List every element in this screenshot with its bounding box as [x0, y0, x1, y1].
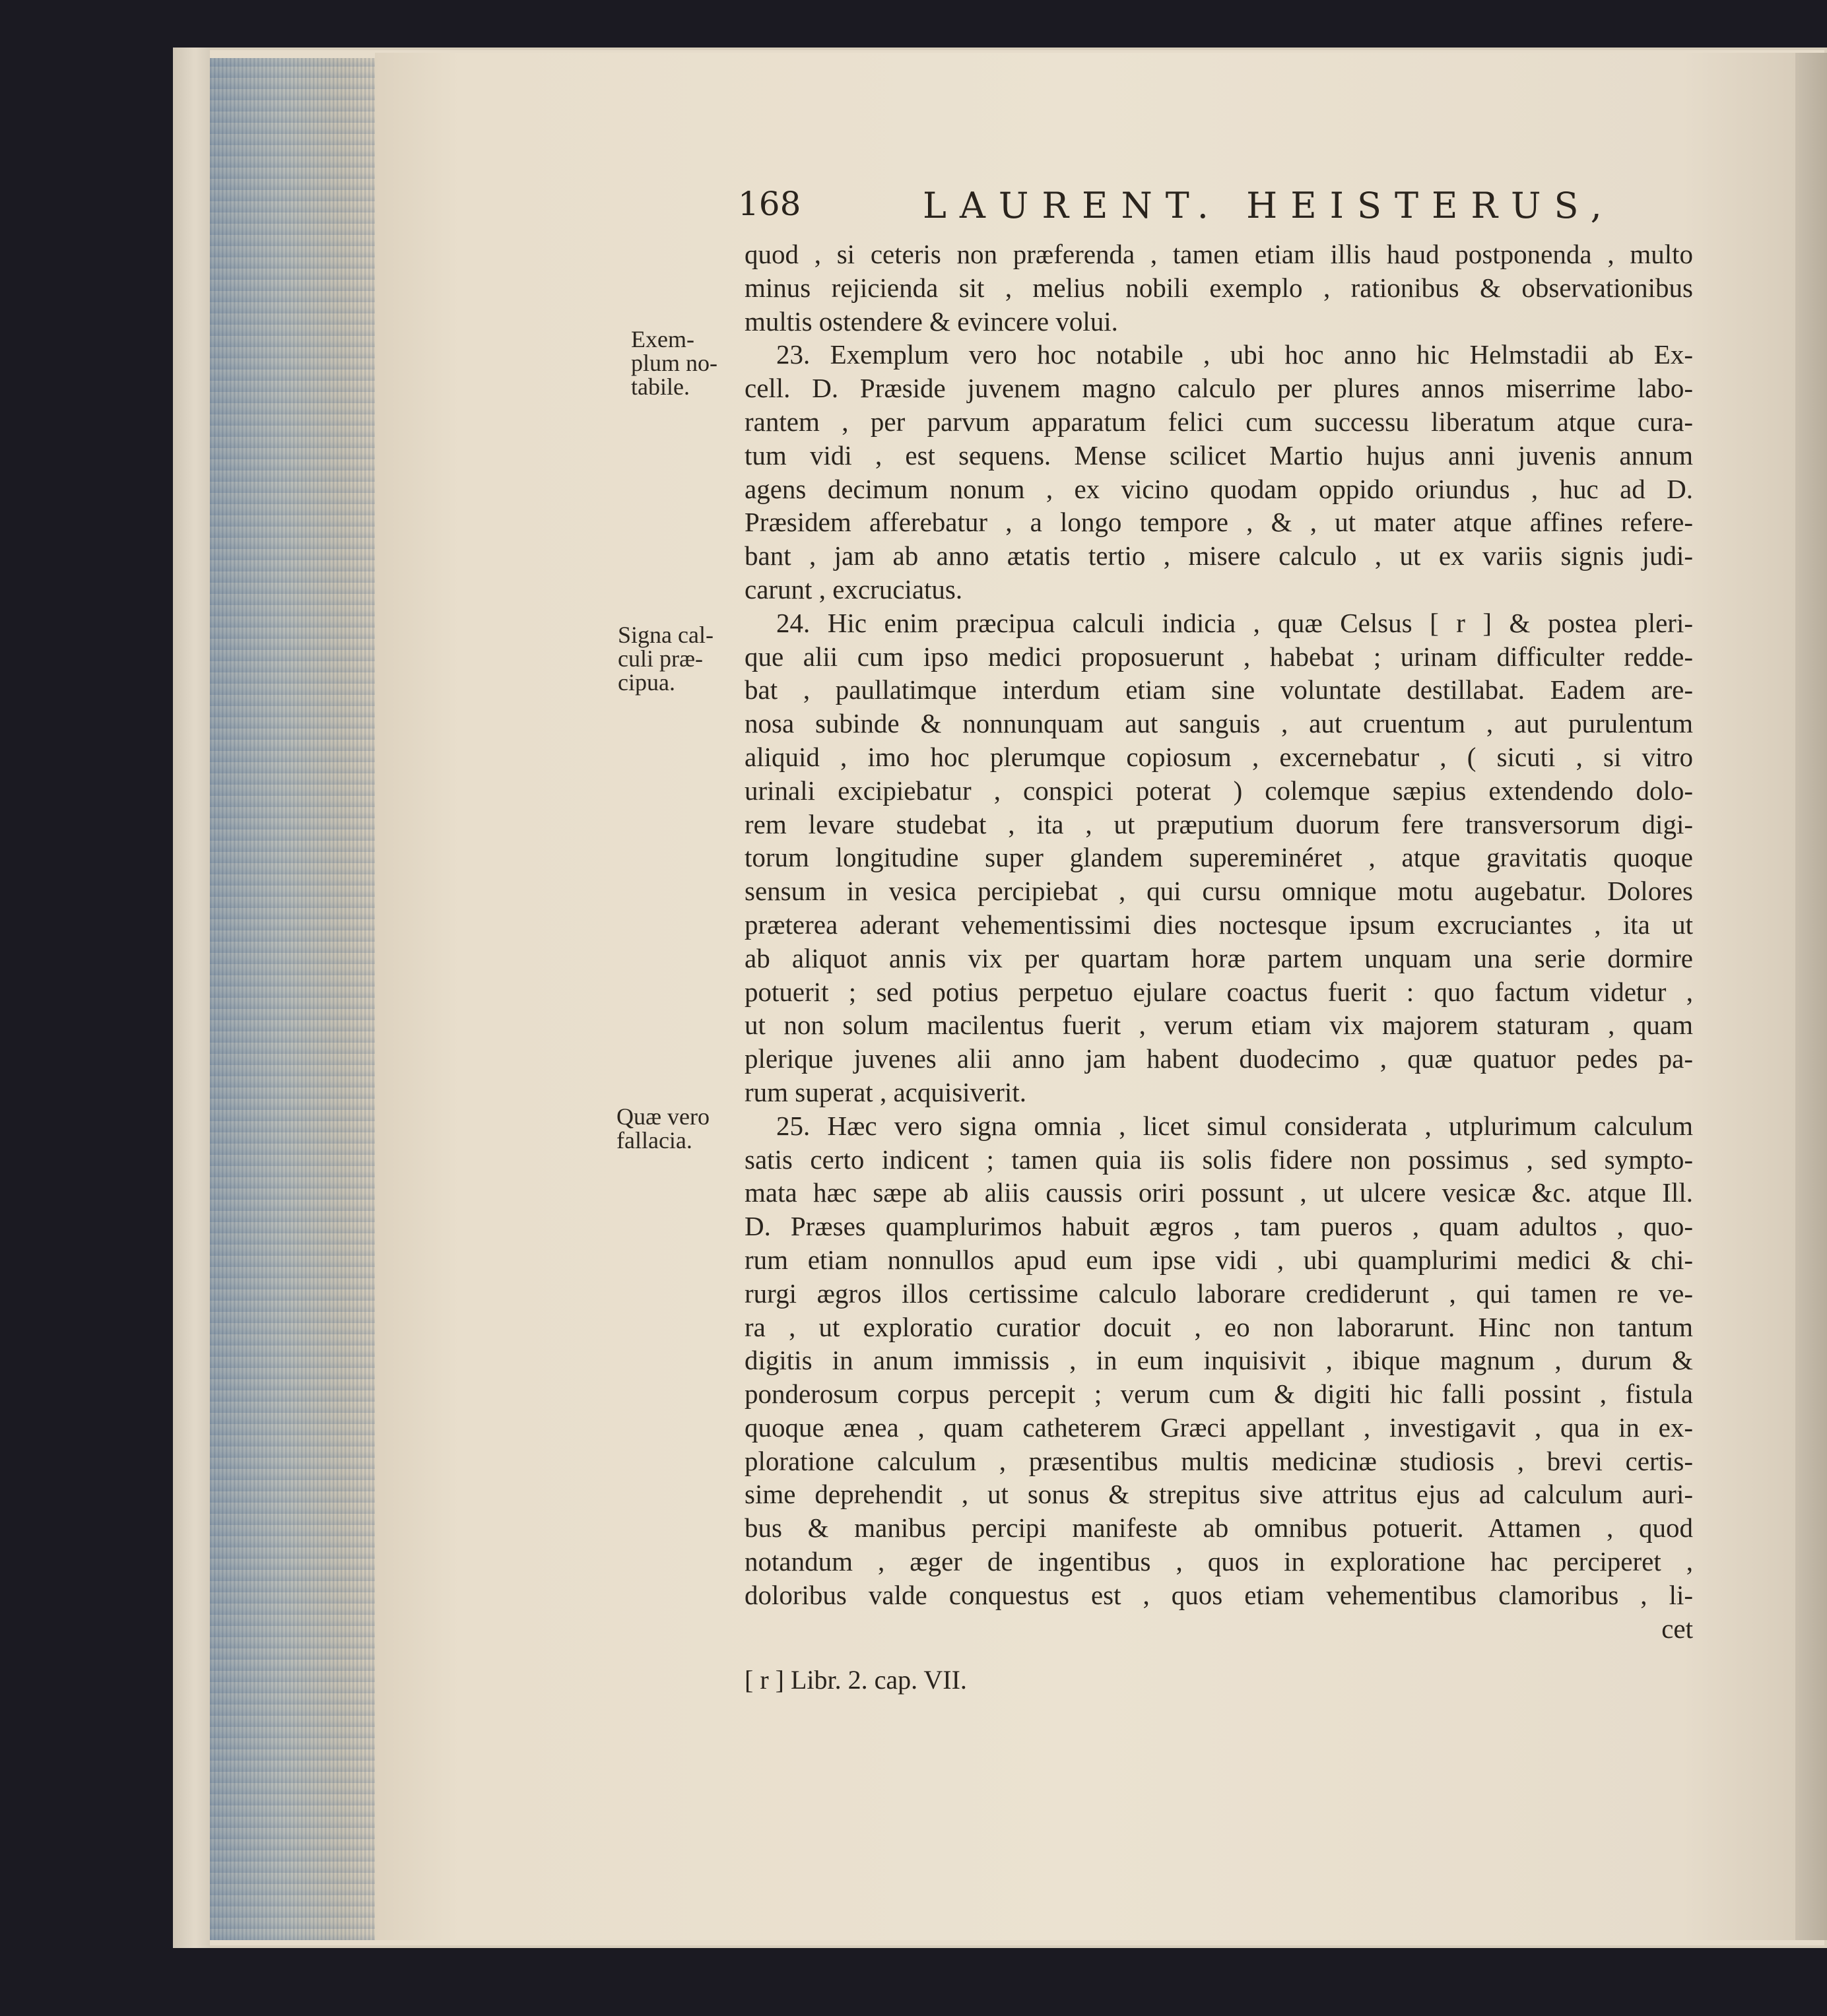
text-line: ra , ut exploratio curatior docuit , eo non laborarunt. Hinc non tantum: [745, 1311, 1693, 1342]
margin-note-signa: Signa cal- culi præ- cipua.: [618, 622, 714, 696]
text-line: bat , paullatimque interdum etiam sine voluntate destillabat. Eadem are-: [745, 674, 1693, 705]
text-line: ab aliquot annis vix per quartam horæ partem unquam una serie dormire: [745, 942, 1693, 973]
text-line: 24. Hic enim præcipua calculi indicia , quæ Celsus [ r ] & postea pleri-: [776, 607, 1693, 638]
text-line: bus & manibus percipi manifeste ab omnibus potuerit. Attamen , quod: [745, 1512, 1693, 1544]
text-line: potuerit ; sed potius perpetuo ejulare coactus fuerit : quo factum videtur ,: [745, 976, 1693, 1007]
text-line: minus rejicienda sit , melius nobili exemplo , rationibus & observationibus: [745, 272, 1693, 303]
text-line: ut non solum macilentus fuerit , verum etiam vix majorem staturam , quam: [745, 1010, 1693, 1041]
text-line: rantem , per parvum apparatum felici cum successu liberatum atque cura-: [745, 406, 1693, 437]
footnote: [ r ] Libr. 2. cap. VII.: [745, 1665, 967, 1695]
text-line: digitis in anum immissis , in eum inquisivit , ibique magnum , durum &: [745, 1345, 1693, 1376]
text-line: sensum in vesica percipiebat , qui cursu omnique motu augebatur. Dolores: [745, 876, 1693, 907]
text-line: quoque ænea , quam catheterem Græci appellant , investigavit , qua in ex-: [745, 1412, 1693, 1443]
text-line: quod , si ceteris non præferenda , tamen etiam illis haud postponenda , multo: [745, 239, 1693, 269]
margin-note-fallacia: Quæ vero fallacia.: [616, 1103, 710, 1154]
text-line: mata hæc sæpe ab aliis caussis oriri possunt , ut ulcere vesicæ &c. atque Ill.: [745, 1177, 1693, 1208]
text-line: præterea aderant vehementissimi dies noctesque ipsum excruciantes , ita ut: [745, 909, 1693, 940]
running-head: LAURENT. HEISTERUS,: [923, 185, 1615, 226]
text-line: plerique juvenes alii anno jam habent duodecimo , quæ quatuor pedes pa-: [745, 1043, 1693, 1074]
book-binding-edge: [173, 48, 210, 1948]
text-line: D. Præses quamplurimos habuit ægros , tam pueros , quam adultos , quo-: [745, 1211, 1693, 1242]
page-number: 168: [738, 185, 801, 223]
text-line: agens decimum nonum , ex vicino quodam oppido oriundus , huc ad D.: [745, 473, 1693, 504]
text-line: ploratione calculum , præsentibus multis medicinæ studiosis , brevi certis-: [745, 1445, 1693, 1476]
text-line: torum longitudine super glandem supereminéret , atque gravitatis quoque: [745, 842, 1693, 873]
text-line: notandum , æger de ingentibus , quos in exploratione hac perciperet ,: [745, 1546, 1693, 1577]
text-line: rem levare studebat , ita , ut præputium duorum fere transversorum digi-: [745, 808, 1693, 839]
text-line: sime deprehendit , ut sonus & strepitus sive attritus ejus ad calculum auri-: [745, 1479, 1693, 1510]
text-line: doloribus valde conquestus est , quos etiam vehementibus clamoribus , li-: [745, 1579, 1693, 1610]
catchword: cet: [1661, 1613, 1693, 1644]
text-line: ponderosum corpus percepit ; verum cum & digiti hic falli possint , fistula: [745, 1379, 1693, 1410]
text-line: 23. Exemplum vero hoc notabile , ubi hoc anno hic Helmstadii ab Ex-: [776, 339, 1693, 370]
text-line: Præsidem afferebatur , a longo tempore , & , ut mater atque affines refere-: [745, 507, 1693, 538]
page-body-text: [745, 238, 1693, 1645]
text-line: 25. Hæc vero signa omnia , licet simul considerata , utplurimum calculum: [776, 1110, 1693, 1141]
text-line: carunt , excruciatus.: [745, 573, 963, 604]
text-line: tum vidi , est sequens. Mense scilicet Martio hujus anni juvenis annum: [745, 439, 1693, 471]
text-line: aliquid , imo hoc plerumque copiosum , excernebatur , ( sicuti , si vitro: [745, 741, 1693, 772]
text-line: rum superat , acquisiverit.: [745, 1076, 1026, 1107]
text-line: nosa subinde & nonnunquam aut sanguis , aut cruentum , aut purulentum: [745, 708, 1693, 739]
text-line: urinali excipiebatur , conspici poterat ) colemque sæpius extendendo dolo-: [745, 775, 1693, 806]
text-line: multis ostendere & evincere volui.: [745, 306, 1118, 337]
text-line: cell. D. Præside juvenem magno calculo per plures annos miserrime labo-: [745, 373, 1693, 404]
margin-note-exemplum: Exem- plum no- tabile.: [631, 326, 717, 400]
text-line: que alii cum ipso medici proposuerunt , habebat ; urinam difficulter redde-: [745, 641, 1693, 672]
text-line: satis certo indicent ; tamen quia iis solis fidere non possimus , sed sympto-: [745, 1144, 1693, 1175]
text-line: bant , jam ab anno ætatis tertio , misere calculo , ut ex variis signis judi-: [745, 540, 1693, 571]
page-header: [738, 185, 1695, 238]
text-line: rurgi ægros illos certissime calculo laborare crediderunt , qui tamen re ve-: [745, 1278, 1693, 1309]
facing-page-edge: [1795, 53, 1827, 1940]
sprinkled-page-edges: [210, 58, 375, 1940]
text-line: rum etiam nonnullos apud eum ipse vidi , ubi quamplurimi medici & chi-: [745, 1244, 1693, 1275]
